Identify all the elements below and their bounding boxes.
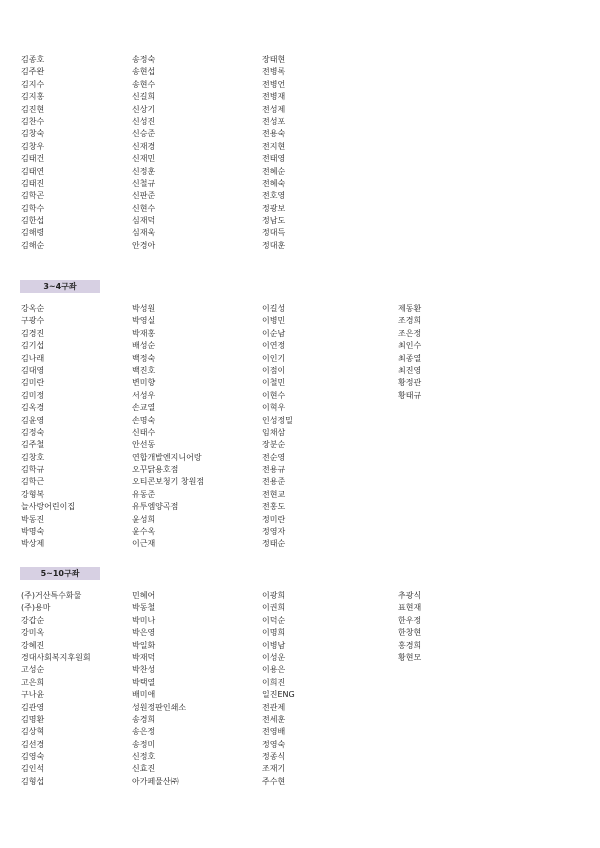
- donor-name: 박명숙: [21, 527, 45, 537]
- donor-name: 박미나: [132, 615, 156, 625]
- donor-name: 김옥경: [21, 403, 45, 413]
- list-row: [0, 452, 600, 464]
- list-row: [0, 640, 600, 652]
- list-row: [0, 726, 600, 738]
- donor-name: 정태순: [262, 539, 286, 549]
- section-header-3-4: 3~4구좌: [20, 280, 100, 293]
- donor-name: 강갑순: [21, 615, 45, 625]
- donor-name: 성원정판인쇄소: [132, 702, 187, 712]
- donor-name: 조재기: [262, 764, 286, 774]
- donor-name: 전성포: [262, 116, 286, 126]
- donor-name: 박동철: [132, 603, 156, 613]
- donor-name: 유동준: [132, 489, 156, 499]
- donor-name: 이현수: [262, 390, 286, 400]
- list-row: [0, 677, 600, 689]
- donor-name: 송경희: [132, 714, 156, 724]
- donor-name: 이병민: [262, 316, 286, 326]
- list-row: [0, 141, 600, 153]
- donor-name: 이순남: [262, 328, 286, 338]
- list-row: [0, 340, 600, 352]
- donor-name: 늘사랑어린이집: [21, 502, 76, 512]
- donor-name: 이근재: [132, 539, 156, 549]
- donor-name: 김진현: [21, 104, 45, 114]
- list-row: [0, 489, 600, 501]
- donor-name: 신판준: [132, 191, 156, 201]
- donor-name: 김한섭: [21, 216, 45, 226]
- donor-name: 백진호: [132, 365, 156, 375]
- donor-name: 김미란: [21, 378, 45, 388]
- donor-name: (주)용마: [21, 603, 51, 613]
- donor-name: 민혜어: [132, 591, 156, 600]
- donor-name: 최진영: [398, 365, 422, 375]
- donor-name: 박은영: [132, 628, 156, 638]
- donor-name: 신상기: [132, 104, 156, 114]
- list-row: [0, 178, 600, 190]
- donor-name: 손명숙: [132, 415, 156, 425]
- list-row: [0, 427, 600, 439]
- donor-name: 전태영: [262, 154, 286, 164]
- list-row: [0, 439, 600, 451]
- list-row: [0, 240, 600, 252]
- donor-name: 김찬수: [21, 116, 45, 126]
- donor-name: 신승준: [132, 129, 156, 139]
- donor-name: 황현모: [398, 652, 422, 662]
- list-row: [0, 116, 600, 128]
- donor-name: 강옥순: [21, 304, 45, 313]
- donor-name: 전병언: [262, 79, 286, 89]
- donor-name: 김영숙: [21, 752, 45, 762]
- donor-name: 김지수: [21, 79, 45, 89]
- donor-name: 김태진: [21, 178, 45, 188]
- donor-name: 최인수: [398, 341, 422, 351]
- donor-name: 김기섭: [21, 341, 45, 351]
- list-row: [0, 66, 600, 78]
- donor-name: 김경진: [21, 328, 45, 338]
- donor-name: 신정훈: [132, 166, 156, 176]
- donor-name: 윤성희: [132, 514, 156, 524]
- donor-name: 정영숙: [262, 739, 286, 749]
- donor-name: 박찬성: [132, 665, 156, 675]
- list-row: [0, 739, 600, 751]
- donor-name: 한창현: [398, 628, 422, 638]
- donor-name: 심재욱: [132, 228, 156, 238]
- list-row: [0, 627, 600, 639]
- donor-name: 정남도: [262, 216, 286, 226]
- donor-name: 전지현: [262, 141, 286, 151]
- donor-name: 전병록: [262, 67, 286, 77]
- donor-name: 추광식: [398, 591, 422, 600]
- donor-name: 최종열: [398, 353, 422, 363]
- donor-name: 이성운: [262, 652, 286, 662]
- donor-name: 고성순: [21, 665, 45, 675]
- donor-name: 신성진: [132, 116, 156, 126]
- donor-name: 이점이: [262, 365, 286, 375]
- donor-name: 송현수: [132, 79, 156, 89]
- donor-name: 경대사회복지후원회: [21, 652, 91, 662]
- donor-name: 임채삼: [262, 427, 286, 437]
- list-row: [0, 315, 600, 327]
- donor-name: 아가페물산㈜: [132, 776, 179, 786]
- donor-name: 신재민: [132, 154, 156, 164]
- donor-name: 한우정: [398, 615, 422, 625]
- donor-name: 전용숙: [262, 129, 286, 139]
- donor-name: 송정숙: [132, 55, 156, 64]
- donor-list-section-3-4: [0, 303, 600, 551]
- donor-name: 전용준: [262, 477, 286, 487]
- donor-name: 이길성: [262, 304, 286, 313]
- donor-name: 송현섭: [132, 67, 156, 77]
- donor-name: 박일화: [132, 640, 156, 650]
- list-row: [0, 365, 600, 377]
- list-row: [0, 590, 600, 602]
- donor-name: 김학규: [21, 465, 45, 475]
- donor-name: 신태수: [132, 427, 156, 437]
- list-row: [0, 689, 600, 701]
- list-row: [0, 104, 600, 116]
- list-row: [0, 128, 600, 140]
- donor-name: 김태연: [21, 166, 45, 176]
- donor-name: 이광희: [262, 591, 286, 600]
- donor-name: 전병재: [262, 92, 286, 102]
- donor-name: 이연정: [262, 341, 286, 351]
- list-row: [0, 91, 600, 103]
- list-row: [0, 615, 600, 627]
- donor-name: 김윤영: [21, 415, 45, 425]
- donor-name: 박동진: [21, 514, 45, 524]
- list-row: [0, 702, 600, 714]
- donor-name: 신길희: [132, 92, 156, 102]
- donor-name: 박재홍: [132, 328, 156, 338]
- donor-name: 오티콘보청기 창원점: [132, 477, 205, 487]
- donor-name: 강미옥: [21, 628, 45, 638]
- donor-name: 오꾸닭용호점: [132, 465, 179, 475]
- donor-name: 김인석: [21, 764, 45, 774]
- donor-name: 신정호: [132, 752, 156, 762]
- donor-name: 김선경: [21, 739, 45, 749]
- donor-name: 김학수: [21, 203, 45, 213]
- donor-name: 신효진: [132, 764, 156, 774]
- donor-name: 백정숙: [132, 353, 156, 363]
- list-row: [0, 166, 600, 178]
- donor-name: 일진ENG: [262, 690, 295, 700]
- list-row: [0, 751, 600, 763]
- list-row: [0, 153, 600, 165]
- list-row: [0, 538, 600, 550]
- donor-name: 김정숙: [21, 427, 45, 437]
- list-row: [0, 402, 600, 414]
- donor-name: 김태건: [21, 154, 45, 164]
- donor-name: 이병남: [262, 640, 286, 650]
- donor-name: 정대득: [262, 228, 286, 238]
- donor-name: 조경희: [398, 316, 422, 326]
- donor-name: 신현수: [132, 203, 156, 213]
- donor-name: 정광보: [262, 203, 286, 213]
- donor-name: 안경아: [132, 240, 156, 250]
- list-row: [0, 54, 600, 66]
- donor-name: 손교열: [132, 403, 156, 413]
- donor-name: 안선동: [132, 440, 156, 450]
- donor-name: 전세훈: [262, 714, 286, 724]
- donor-name: 강혜진: [21, 640, 45, 650]
- donor-name: 김주완: [21, 67, 45, 77]
- donor-name: 김창숙: [21, 129, 45, 139]
- donor-name: 전호영: [262, 191, 286, 201]
- donor-name: 강형복: [21, 489, 45, 499]
- donor-name: 이덕순: [262, 615, 286, 625]
- donor-name: 변미향: [132, 378, 156, 388]
- donor-name: 정대훈: [262, 240, 286, 250]
- list-row: [0, 390, 600, 402]
- donor-name: 이혁우: [262, 403, 286, 413]
- donor-name: 김나래: [21, 353, 45, 363]
- donor-name: 고은희: [21, 677, 45, 687]
- donor-list-section-1: [0, 54, 600, 252]
- donor-name: 심재덕: [132, 216, 156, 226]
- donor-name: 김학근: [21, 477, 45, 487]
- donor-name: 김해순: [21, 240, 45, 250]
- list-row: [0, 763, 600, 775]
- donor-name: 정종식: [262, 752, 286, 762]
- donor-name: 전홍도: [262, 502, 286, 512]
- donor-name: 김학곤: [21, 191, 45, 201]
- donor-name: 박상제: [21, 539, 45, 549]
- donor-name: 연합개발엔지니어랑: [132, 452, 202, 462]
- donor-name: 전혜순: [262, 166, 286, 176]
- donor-name: 구광수: [21, 316, 45, 326]
- donor-name: 김미정: [21, 390, 45, 400]
- donor-name: 김창호: [21, 452, 45, 462]
- donor-name: 김형섭: [21, 776, 45, 786]
- list-row: [0, 79, 600, 91]
- list-row: [0, 776, 600, 788]
- list-row: [0, 652, 600, 664]
- list-row: [0, 203, 600, 215]
- donor-name: 유투엠양곡점: [132, 502, 179, 512]
- donor-name: 김상혁: [21, 727, 45, 737]
- list-row: [0, 227, 600, 239]
- donor-name: 전관제: [262, 702, 286, 712]
- donor-name: 주수현: [262, 776, 286, 786]
- donor-name: 김종호: [21, 55, 45, 64]
- list-row: [0, 514, 600, 526]
- donor-name: 배미애: [132, 690, 156, 700]
- donor-name: 이명희: [262, 628, 286, 638]
- donor-name: 전영배: [262, 727, 286, 737]
- donor-name: 전현교: [262, 489, 286, 499]
- section-header-5-10: 5~10구좌: [20, 567, 100, 580]
- donor-name: 서성우: [132, 390, 156, 400]
- donor-name: 김주철: [21, 440, 45, 450]
- donor-name: 이희진: [262, 677, 286, 687]
- donor-name: 이철민: [262, 378, 286, 388]
- donor-name: 신재경: [132, 141, 156, 151]
- donor-name: 조은정: [398, 328, 422, 338]
- donor-name: 전혜숙: [262, 178, 286, 188]
- donor-list-section-5-10: [0, 590, 600, 788]
- donor-name: 정영자: [262, 527, 286, 537]
- donor-name: 이용은: [262, 665, 286, 675]
- donor-name: 전성제: [262, 104, 286, 114]
- list-row: [0, 476, 600, 488]
- donor-name: 송정미: [132, 739, 156, 749]
- list-row: [0, 303, 600, 315]
- donor-name: 배성순: [132, 341, 156, 351]
- donor-name: 윤수옥: [132, 527, 156, 537]
- donor-name: 박재덕: [132, 652, 156, 662]
- donor-name: 김대영: [21, 365, 45, 375]
- list-row: [0, 377, 600, 389]
- list-row: [0, 190, 600, 202]
- donor-name: 인성정밀: [262, 415, 293, 425]
- donor-name: 박택열: [132, 677, 156, 687]
- list-row: [0, 328, 600, 340]
- donor-name: 전용규: [262, 465, 286, 475]
- list-row: [0, 215, 600, 227]
- donor-name: 홍경희: [398, 640, 422, 650]
- list-row: [0, 464, 600, 476]
- donor-name: 구나윤: [21, 690, 45, 700]
- list-row: [0, 415, 600, 427]
- list-row: [0, 501, 600, 513]
- donor-name: 황태규: [398, 390, 422, 400]
- donor-name: 김관영: [21, 702, 45, 712]
- donor-name: 김지홍: [21, 92, 45, 102]
- donor-name: 신철규: [132, 178, 156, 188]
- list-row: [0, 353, 600, 365]
- donor-name: 박영실: [132, 316, 156, 326]
- donor-name: 표현재: [398, 603, 422, 613]
- donor-name: 김명환: [21, 714, 45, 724]
- list-row: [0, 602, 600, 614]
- donor-name: 제동환: [398, 304, 422, 313]
- donor-name: 장태현: [262, 55, 286, 64]
- donor-name: 정미란: [262, 514, 286, 524]
- donor-name: 박성원: [132, 304, 156, 313]
- list-row: [0, 664, 600, 676]
- donor-name: 김창우: [21, 141, 45, 151]
- donor-name: (주)거산특수화물: [21, 591, 82, 600]
- donor-name: 장분순: [262, 440, 286, 450]
- donor-name: 이인기: [262, 353, 286, 363]
- list-row: [0, 714, 600, 726]
- donor-name: 송은정: [132, 727, 156, 737]
- donor-name: 이권희: [262, 603, 286, 613]
- donor-name: 전순영: [262, 452, 286, 462]
- donor-name: 황정관: [398, 378, 422, 388]
- list-row: [0, 526, 600, 538]
- donor-name: 김해령: [21, 228, 45, 238]
